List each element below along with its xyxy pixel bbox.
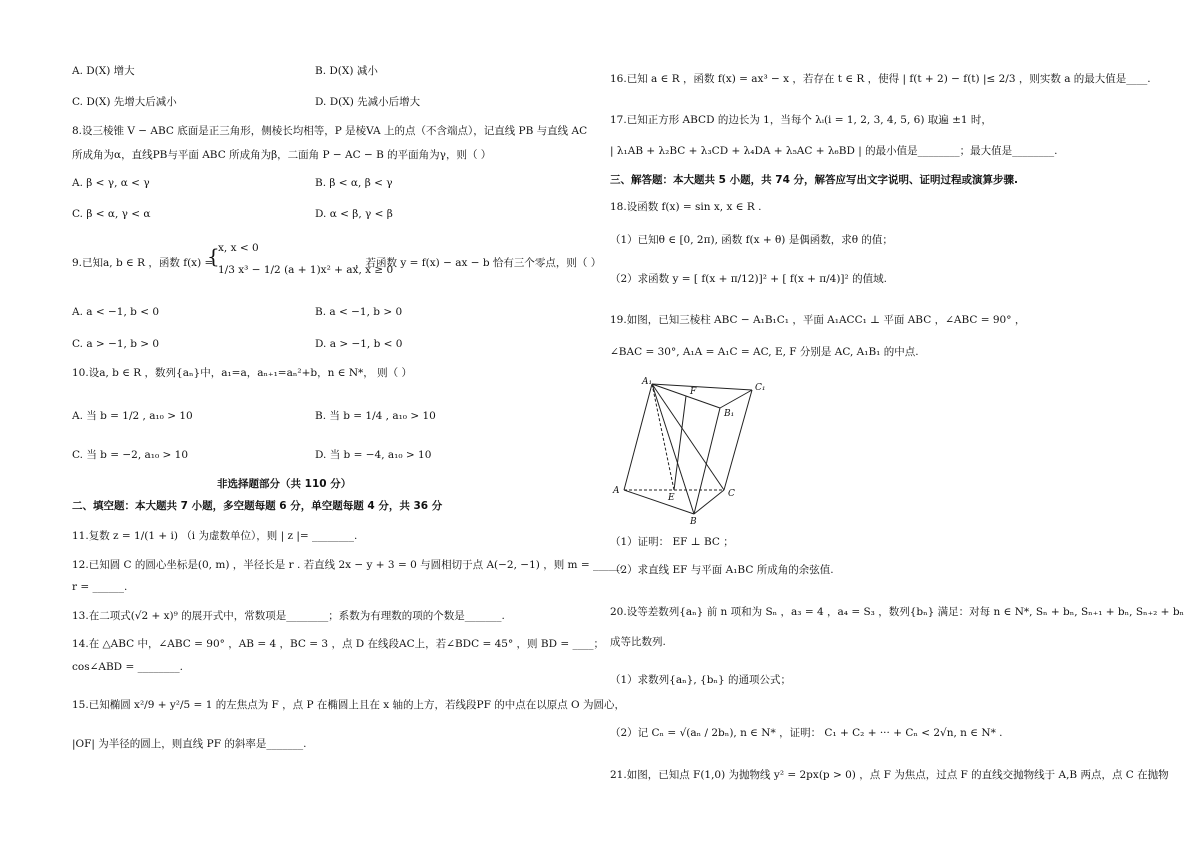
q9-option-d: D. a > −1, b < 0: [315, 338, 403, 350]
label-a: A: [613, 486, 620, 496]
edge-a-b: [624, 490, 694, 514]
label-b: B: [690, 517, 697, 527]
prism-figure: [610, 372, 766, 528]
label-c1: C₁: [755, 383, 766, 393]
q20-part2: （2）记 Cₙ = √(aₙ / 2bₙ), n ∈ N* ，证明： C₁ + C₂ + ··· + Cₙ < 2√n, n ∈ N* .: [610, 727, 1003, 739]
q14-line2: cos∠ABD = ________.: [72, 661, 183, 673]
q18-part2: （2）求函数 y = [ f(x + π/12)]² + [ f(x + π/4)]² 的值域.: [610, 273, 887, 285]
edge-b1-b: [694, 408, 720, 514]
q19-line1: 19.如图，已知三棱柱 ABC − A₁B₁C₁ ，平面 A₁ACC₁ ⊥ 平面 ABC ，∠ABC = 90° ，: [610, 314, 1026, 326]
q17-line2: | λ₁AB + λ₂BC + λ₃CD + λ₄DA + λ₅AC + λ₆BD | 的最小值是________；最大值是________.: [610, 145, 1058, 157]
section-3-heading: 三、解答题：本大题共 5 小题，共 74 分，解答应写出文字说明、证明过程或演算步骤.: [610, 174, 1019, 186]
q20-line2: 成等比数列.: [610, 636, 666, 648]
label-c: C: [728, 489, 735, 499]
q8-stem-line2: 所成角为α，直线PB与平面 ABC 所成角为β，二面角 P − AC − B 的平面角为γ，则（ ）: [72, 149, 492, 161]
edge-c1-c: [724, 390, 752, 490]
q16: 16.已知 a ∈ R ，函数 f(x) = ax³ − x ，若存在 t ∈ R ，使得 | f(t + 2) − f(t) |≤ 2/3 ，则实数 a 的最大值是____.: [610, 73, 1151, 85]
label-f: F: [690, 387, 697, 397]
q12-line2: r = ______.: [72, 581, 128, 593]
q15-line1: 15.已知椭圆 x²/9 + y²/5 = 1 的左焦点为 F ，点 P 在椭圆上且在 x 轴的上方，若线段PF 的中点在以原点 O 为圆心，: [72, 699, 625, 711]
part-title: 非选择题部分（共 110 分）: [217, 478, 352, 490]
q9-brace: {: [207, 244, 220, 268]
label-b1: B₁: [724, 409, 735, 419]
q8-option-b: B. β < α, β < γ: [315, 177, 393, 189]
q8-option-c: C. β < α, γ < α: [72, 208, 151, 220]
q18-stem: 18.设函数 f(x) = sin x, x ∈ R .: [610, 201, 762, 213]
q8-stem-line1: 8.设三棱锥 V − ABC 底面是正三角形，侧棱长均相等，P 是棱VA 上的点（不含端点），记直线 PB 与直线 AC: [72, 125, 588, 137]
q19-line2: ∠BAC = 30°, A₁A = A₁C = AC, E, F 分别是 AC, A₁B₁ 的中点.: [610, 346, 919, 358]
q19-part2: （2）求直线 EF 与平面 A₁BC 所成角的余弦值.: [610, 564, 834, 576]
q9-prefix: 9.已知a, b ∈ R ，函数 f(x) =: [72, 257, 214, 269]
q9-suffix: ，若函数 y = f(x) − ax − b 恰有三个零点，则（ ）: [355, 257, 602, 269]
q9-case1: x, x < 0: [218, 242, 259, 254]
q9-option-a: A. a < −1, b < 0: [72, 306, 160, 318]
q17-line1: 17.已知正方形 ABCD 的边长为 1，当每个 λᵢ(i = 1, 2, 3, 4, 5, 6) 取遍 ±1 时，: [610, 114, 992, 126]
q21-line1: 21.如图，已知点 F(1,0) 为抛物线 y² = 2px(p > 0) ，点 F 为焦点，过点 F 的直线交抛物线于 A,B 两点，点 C 在抛物: [610, 769, 1169, 781]
q8-option-a: A. β < γ, α < γ: [72, 177, 150, 189]
q8-option-d: D. α < β, γ < β: [315, 208, 393, 220]
label-e: E: [668, 493, 675, 503]
q13: 13.在二项式(√2 + x)⁹ 的展开式中，常数项是________；系数为有理数的项的个数是_______.: [72, 610, 505, 622]
label-a1: A₁: [642, 377, 653, 387]
q7-option-a: A. D(X) 增大: [72, 65, 135, 77]
q10-option-c: C. 当 b = −2, a₁₀ > 10: [72, 449, 189, 461]
q10-option-b: B. 当 b = 1/4 , a₁₀ > 10: [315, 410, 436, 422]
q10-stem: 10.设a, b ∈ R ，数列{aₙ}中，a₁=a，aₙ₊₁=aₙ²+b，n ∈ N*， 则（ ）: [72, 367, 412, 379]
section-2-heading: 二、填空题：本大题共 7 小题，多空题每题 6 分，单空题每题 4 分，共 36 分: [72, 500, 443, 512]
q10-option-d: D. 当 b = −4, a₁₀ > 10: [315, 449, 432, 461]
q19-part1: （1）证明： EF ⊥ BC ；: [610, 536, 734, 548]
q9-option-c: C. a > −1, b > 0: [72, 338, 160, 350]
q18-part1: （1）已知θ ∈ [0, 2π), 函数 f(x + θ) 是偶函数，求θ 的值；: [610, 234, 893, 246]
q7-option-b: B. D(X) 减小: [315, 65, 378, 77]
q20-line1: 20.设等差数列{aₙ} 前 n 项和为 Sₙ ，a₃ = 4 ，a₄ = S₃ ，数列{bₙ} 满足：对每 n ∈ N*, Sₙ + bₙ, Sₙ₊₁ + bₙ, Sₙ₊₂ + bₙ: [610, 606, 1185, 618]
q14-line1: 14.在 △ABC 中，∠ABC = 90° ，AB = 4 ，BC = 3 ，点 D 在线段AC上，若∠BDC = 45° ，则 BD = ____；: [72, 638, 604, 650]
segment-e-f: [674, 396, 686, 490]
q9-case2: 1/3 x³ − 1/2 (a + 1)x² + ax, x ≥ 0: [218, 264, 394, 276]
q10-option-a: A. 当 b = 1/2 , a₁₀ > 10: [72, 410, 193, 422]
q11: 11.复数 z = 1/(1 + i) （i 为虚数单位），则 | z |= ________.: [72, 530, 358, 542]
q15-line2: |OF| 为半径的圆上，则直线 PF 的斜率是_______.: [72, 738, 307, 750]
q20-part1: （1）求数列{aₙ}, {bₙ} 的通项公式；: [610, 674, 791, 686]
q7-option-c: C. D(X) 先增大后减小: [72, 96, 177, 108]
q12-line1: 12.已知圆 C 的圆心坐标是(0, m) ，半径长是 r . 若直线 2x − y + 3 = 0 与圆相切于点 A(−2, −1) ，则 m = _____，: [72, 559, 630, 571]
q7-option-d: D. D(X) 先减小后增大: [315, 96, 421, 108]
q9-option-b: B. a < −1, b > 0: [315, 306, 403, 318]
edge-a1-a: [624, 384, 652, 490]
